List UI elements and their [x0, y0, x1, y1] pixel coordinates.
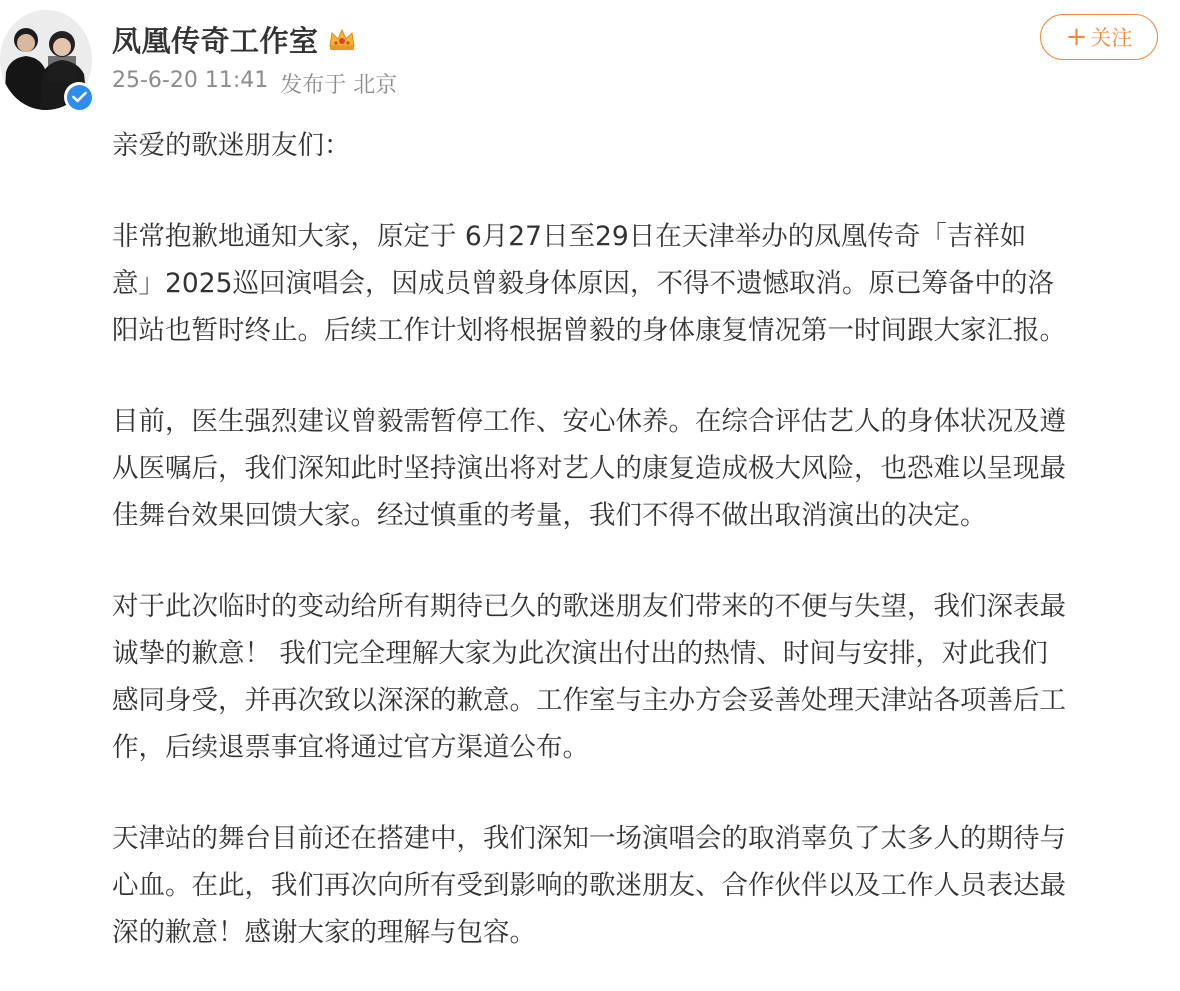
paragraph-line: 佳舞台效果回馈大家。经过慎重的考量，我们不得不做出取消演出的决定。: [112, 500, 987, 531]
post-timestamp: 25-6-20 11:41: [112, 68, 269, 93]
paragraph-line: 非常抱歉地通知大家，原定于 6月27日至29日在天津举办的凤凰传奇「吉祥如: [112, 221, 1027, 252]
follow-label: 关注: [1090, 26, 1133, 50]
post-content: [112, 122, 1162, 956]
paragraph-line: 对于此次临时的变动给所有期待已久的歌迷朋友们带来的不便与失望，我们深表最: [112, 591, 1066, 622]
paragraph-line: 作，后续退票事宜将通过官方渠道公布。: [112, 732, 589, 763]
paragraph-line: 意」2025巡回演唱会，因成员曾毅身体原因，不得不遗憾取消。原已筹备中的洛: [112, 268, 1054, 299]
post-location: 发布于 北京: [280, 73, 398, 98]
paragraph-line: 天津站的舞台目前还在搭建中，我们深知一场演唱会的取消辜负了太多人的期待与: [112, 823, 1066, 854]
avatar-container[interactable]: [0, 10, 92, 110]
paragraph-line: 深的歉意！感谢大家的理解与包容。: [112, 917, 536, 948]
greeting: 亲爱的歌迷朋友们：: [112, 130, 351, 161]
verified-icon: [64, 82, 94, 112]
account-name[interactable]: 凤凰传奇工作室: [112, 23, 319, 58]
paragraph-line: 阳站也暂时终止。后续工作计划将根据曾毅的身体康复情况第一时间跟大家汇报。: [112, 315, 1066, 346]
paragraph-line: 从医嘱后，我们深知此时坚持演出将对艺人的康复造成极大风险，也恐难以呈现最: [112, 453, 1066, 484]
follow-button[interactable]: [1040, 14, 1158, 60]
crown-icon: [327, 26, 357, 52]
plus-icon: +: [1065, 22, 1088, 52]
paragraph-line: 感同身受，并再次致以深深的歉意。工作室与主办方会妥善处理天津站各项善后工: [112, 685, 1066, 716]
post-meta: [112, 68, 397, 99]
paragraph-line: 目前，医生强烈建议曾毅需暂停工作、安心休养。在综合评估艺人的身体状况及遵: [112, 406, 1066, 437]
paragraph-line: 心血。在此，我们再次向所有受到影响的歌迷朋友、合作伙伴以及工作人员表达最: [112, 870, 1066, 901]
paragraph-line: 诚挚的歉意！ 我们完全理解大家为此次演出付出的热情、时间与安排，对此我们: [112, 638, 1048, 669]
name-row: [112, 18, 357, 60]
